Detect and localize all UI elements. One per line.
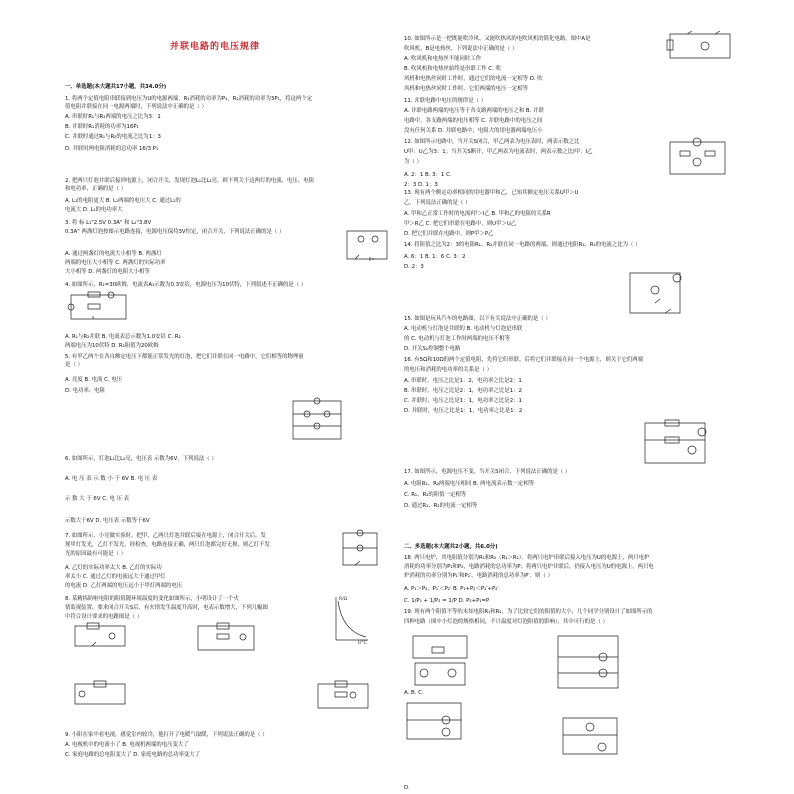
left-text-line: 一、单选题(本大题共17小题，共34.0分) bbox=[65, 84, 167, 90]
left-text-line: 3. 将 标 L₁"2.5V 0.3A" 和 L₂"3.8V bbox=[65, 220, 152, 226]
left-text-line: A. 通过两盏灯的电流大小相等 B. 两盏灯 bbox=[65, 251, 162, 257]
left-text-line: A. 串联时R₁与R₂两端的电压之比为3：1 bbox=[65, 114, 161, 120]
right-text-line: D. 把它们并联在电路中，则P甲＞P乙 bbox=[404, 231, 494, 237]
left-text-line: 光的原因最有可能是（ ） bbox=[65, 551, 127, 557]
right-text-line: D. 并联时，电压之比是1：1，电功率之比是1：2 bbox=[404, 408, 523, 414]
right-text-line: U甲：U乙为3：1；当开关S断开，甲乙两表为电流表时，两表示数之比I甲：I乙 bbox=[404, 149, 593, 155]
q8-option-d-circuit bbox=[315, 678, 373, 713]
q4-circuit-diagram bbox=[66, 292, 136, 327]
svg-text:t/°C: t/°C bbox=[358, 641, 367, 646]
right-text-line: 12. 如图所示电路中，当开关S闭合，甲乙两表为电压表时，两表示数之比 bbox=[404, 139, 580, 145]
right-text-line: B. 吹风机和电热丝始终是串联工作 C. 吹 bbox=[404, 66, 501, 72]
q12-circuit-diagram bbox=[665, 134, 730, 179]
q10-hairdryer-circuit bbox=[665, 30, 735, 62]
right-text-line: 没有任何关系 D. 并联电路中，电阻大的用电器两端电压小 bbox=[404, 128, 543, 134]
right-text-line: 为（ ） bbox=[404, 159, 422, 165]
left-text-line: A. 乙灯的实际功率太大 B. 乙灯的实际功 bbox=[65, 565, 162, 571]
right-text-line: A. B. C. bbox=[404, 690, 424, 696]
q19-option-b-circuit bbox=[555, 633, 625, 693]
left-text-line: 两端的电压大小相等 C. 两盏灯的实际功率 bbox=[65, 260, 166, 266]
left-text-line: A. 亮度 B. 电流 C. 电压 bbox=[65, 377, 123, 383]
left-text-line: A. 电 压 表 示 数 小 于 6V B. 电 压 表 bbox=[65, 476, 158, 482]
right-text-line: 风机和电热丝同时工作时，它们两端的电压一定相等 bbox=[404, 86, 528, 92]
q14-toy-car-circuit bbox=[625, 268, 687, 318]
left-text-line: 5. 有甲乙两个在各自额定电压下都能正常发光的灯泡，把它们并联在同一电路中，它们相等的物理量 bbox=[65, 354, 304, 360]
right-text-line: C. 1/P₁ + 1/P₂ = 1/P D. P₂+P₁=P bbox=[404, 598, 490, 604]
page-title: 并联电路的电压规律 bbox=[170, 42, 261, 52]
q8-option-a-circuit bbox=[72, 620, 130, 650]
right-text-line: 17. 如图所示，电源电压不变，当开关S闭合，下列说法正确的是（ ） bbox=[404, 469, 571, 475]
q8-resistance-graph bbox=[330, 595, 370, 645]
left-text-line: 的电流 D. 乙灯两端的电压远小于甲灯两端的电压 bbox=[65, 583, 183, 589]
right-text-line: 吹风机，B是电热丝，下列说法中正确的是（ ） bbox=[404, 46, 518, 52]
left-text-line: C. 家庭电路的总电阻变大了 D. 家庭电路的总功率变大了 bbox=[65, 752, 201, 758]
right-text-line: A. 6：1 B. 1：6 C. 3：2 bbox=[404, 254, 466, 260]
q7-circuit-diagram bbox=[340, 530, 382, 570]
left-text-line: B. 并联时R₁消耗的功率为16P₁ bbox=[65, 124, 139, 130]
right-text-line: D. 2：3 bbox=[404, 264, 424, 270]
right-text-line: 消耗的功率分别为P₁和P₂，电路消耗的总功率为P；将两只电炉并联后，仍接入电压为U的电源上，两只电 bbox=[404, 564, 654, 570]
right-text-line: C. R₁、R₂的阻值一定相等 bbox=[404, 492, 467, 498]
left-text-line: D. 电功率、电阻 bbox=[65, 388, 105, 394]
left-text-line: C. 并联时通过R₁与R₂的电流之比为1：3 bbox=[65, 134, 161, 140]
right-text-line: A. 2：1 B. 3：1 C. bbox=[404, 172, 452, 178]
right-text-line: A. 电动机与灯泡是并联的 B. 电动机与灯泡是串联 bbox=[404, 326, 523, 332]
right-text-line: A. 串联时，电压之比是1：2，电功率之比是2：1 bbox=[404, 378, 522, 384]
right-text-line: 18. 两只电炉，其电阻值分别为R₁和R₂（R₁＞R₂）．将两只电炉串联后接入电压为U的电源上，两只电炉 bbox=[404, 555, 650, 561]
left-text-line: 率太小 C. 通过乙灯的电流远大于通过甲灯 bbox=[65, 574, 166, 580]
left-text-line: 是（ ） bbox=[65, 362, 83, 368]
left-text-line: 中符合设计要求的电路图是（ ） bbox=[65, 614, 143, 620]
left-text-line: 示 数 大 于 6V C. 电 压 表 bbox=[65, 496, 130, 502]
left-text-line: 和电功率，正确的是（ ） bbox=[65, 186, 127, 192]
q5-circuit-diagram bbox=[290, 398, 345, 443]
right-text-line: 13. 现有两个额定功率相同的用电器甲和乙，已知其额定电压关系U甲＞U bbox=[404, 190, 579, 196]
right-text-line: 19. 现有两个阻值不等的未知电阻R₁和R₂，为了比较它们的阻值的大小，几个同学分别设计了如图所示的 bbox=[404, 609, 653, 615]
right-text-line: 16. 有5Ω和10Ω的两个定值电阻，先将它们串联，后将它们并联接在同一个电源上，则关于它们两端 bbox=[404, 357, 644, 363]
right-text-line: 10. 如图所示是一把既能吹冷风、又能吹热风的电吹风机的简化电路，图中A是 bbox=[404, 36, 591, 42]
left-text-line: 大小相等 D. 两盏灯的电阻大小相等 bbox=[65, 269, 150, 275]
right-text-line: C. 并联时，电压之比是1：1，电功率之比是2：1 bbox=[404, 398, 522, 404]
right-text-line: 11. 并联电路中电压的规律是（ ） bbox=[404, 98, 487, 104]
q8-option-c-circuit bbox=[72, 678, 130, 708]
left-text-line: 2. 把两只灯泡并联后接到电源上，闭合开关，发现灯泡L₁比L₂亮，则下列关于这两灯的电流、电压、电阻 bbox=[65, 178, 314, 184]
right-text-line: 甲＞R乙 C. 把它们串联在电路中，则U甲＞U乙 bbox=[404, 221, 517, 227]
right-text-line: A. 电阻R₁、R₂两端电压相同 B. 两电流表示数一定相等 bbox=[404, 481, 535, 487]
left-text-line: A. L₁的电阻更大 B. L₁两端的电压大 C. 通过L₁的 bbox=[65, 198, 181, 204]
q16-circuit-diagram bbox=[640, 418, 712, 468]
left-text-line: 1. 将两个定值电阻串联接到电压为U的电源两端，R₁消耗的功率为P₁，R₂消耗的功率为3P₁，将这两个定 bbox=[65, 96, 313, 102]
right-text-line: D. bbox=[404, 785, 410, 791]
left-text-line: 6. 如图所示，灯泡L₁比L₂亮，电压表 示数为6V，下列说法（ ） bbox=[65, 456, 217, 462]
left-text-line: 电流大 D. L₁的电功率大 bbox=[65, 207, 123, 213]
q8-option-b-circuit bbox=[195, 620, 259, 655]
right-text-line: 的 C. 电动机与灯泡工作时两端的电压不相等 bbox=[404, 336, 510, 342]
svg-text:R/Ω: R/Ω bbox=[339, 597, 348, 602]
right-text-line: B. 串联时，电压之比是2：1，电功率之比是1：2 bbox=[404, 388, 522, 394]
left-text-line: 值电阻并联接在同一电源两端时，下列说法中正确的是（ ） bbox=[65, 104, 207, 110]
right-text-line: 的电压和消耗的电功率的关系是（ ） bbox=[404, 367, 492, 373]
right-text-line: 二、多选题(本大题共2小题，共6.0分) bbox=[404, 544, 498, 550]
right-text-line: 15. 如图是玩具汽车的电路图，以下有关说法中正确的是（ ） bbox=[404, 316, 551, 322]
right-text-line: 乙，下列说法正确的是（ ） bbox=[404, 200, 471, 206]
right-text-line: 四种电路（图中小灯泡的规格相同，不计温度对灯泡阻值的影响），其中可行的是（ ） bbox=[404, 619, 608, 625]
left-text-line: 7. 如图所示，小亮做实验时，把甲、乙两只灯泡并联后接在电源上，闭合开关后，发 bbox=[65, 533, 266, 539]
right-text-line: D. 通过R₁、R₂的电流一定相等 bbox=[404, 503, 478, 509]
right-text-line: 炉消耗的功率分别为P₁′和P₂′，电路消耗的总功率为P′．则（ ） bbox=[404, 573, 553, 579]
left-text-line: 示数大于6V D. 电压表 示数等于6V bbox=[65, 518, 150, 524]
right-text-line: A. 甲和乙正常工作时的电流I甲＞I乙 B. 甲和乙的电阻的关系R bbox=[404, 211, 551, 217]
left-text-line: A. 电视机中的电流小了 B. 电视机两端的电压变大了 bbox=[65, 742, 189, 748]
right-text-line: A. 并联电路两端的电压等于各支路两端的电压之和 B. 并联 bbox=[404, 108, 544, 114]
q3-circuit-diagram bbox=[345, 228, 390, 263]
left-text-line: 8. 某精拣防啦电阻的阻值随环境温度的变化如图所示，小明设计了一个火 bbox=[65, 596, 239, 602]
q19-option-a-circuit bbox=[410, 633, 470, 693]
left-text-line: 4. 如图所示，R₁=30欧姆，电流表A₁示数为0.3安培，电源电压为10伏特，下列叙述不正确的是（ ） bbox=[65, 282, 307, 288]
q19-option-c-circuit bbox=[404, 700, 466, 745]
right-text-line: A. P₁＞P₂，P₁′＜P₂′ B. P₁+P₂＜P₁′+P₂′ bbox=[404, 586, 499, 592]
right-text-line: A. 吹风机和电热丝不能同时工作 bbox=[404, 56, 482, 62]
left-text-line: 现甲灯发光，乙灯不发光，经检查，电路连接正确，两只灯泡都完好无损，则乙灯不发 bbox=[65, 542, 270, 548]
right-text-line: D. 开关S₂控制整个电路 bbox=[404, 346, 461, 352]
left-text-line: A. R₁与R₂并联 B. 电流表总示数为1.0安培 C. R₂ bbox=[65, 334, 181, 340]
right-text-line: 2：3 D. 1：3 bbox=[404, 182, 438, 188]
left-text-line: 9. 小阳在家中看电视，感觉室内较冷，他打开了电暖气取暖，下列说法正确的是（ ） bbox=[65, 732, 268, 738]
right-text-line: 14. 将阻值之比为2：3的电阻R₁、R₂并联在同一电路的两端，则通过电阻R₁、R₂的电流之比为（ ） bbox=[404, 242, 641, 248]
right-text-line: 风机和电热丝同时工作时，通过它们的电流一定相等 D. 吹 bbox=[404, 76, 543, 82]
left-text-line: D. 并联时两电阻消耗的总功率 16/3 P₁ bbox=[65, 146, 159, 152]
right-text-line: 电路中，各支路两端的电压相等 C. 并联电路中的电压之间 bbox=[404, 118, 543, 124]
left-text-line: 0.3A" 两盏灯泡按图示电路连接，电源电压保持3V恒定，闭合开关，下列说法正确的是（ ） bbox=[65, 229, 285, 235]
left-text-line: 情监视装置，要求闭合开关S后，有火情发生温度升高时，电表示数增大，下列几幅图 bbox=[65, 605, 268, 611]
q19-option-d-circuit bbox=[560, 715, 622, 760]
left-text-line: 两端电压为10伏特 D. R₂阻值为20欧姆 bbox=[65, 343, 159, 349]
